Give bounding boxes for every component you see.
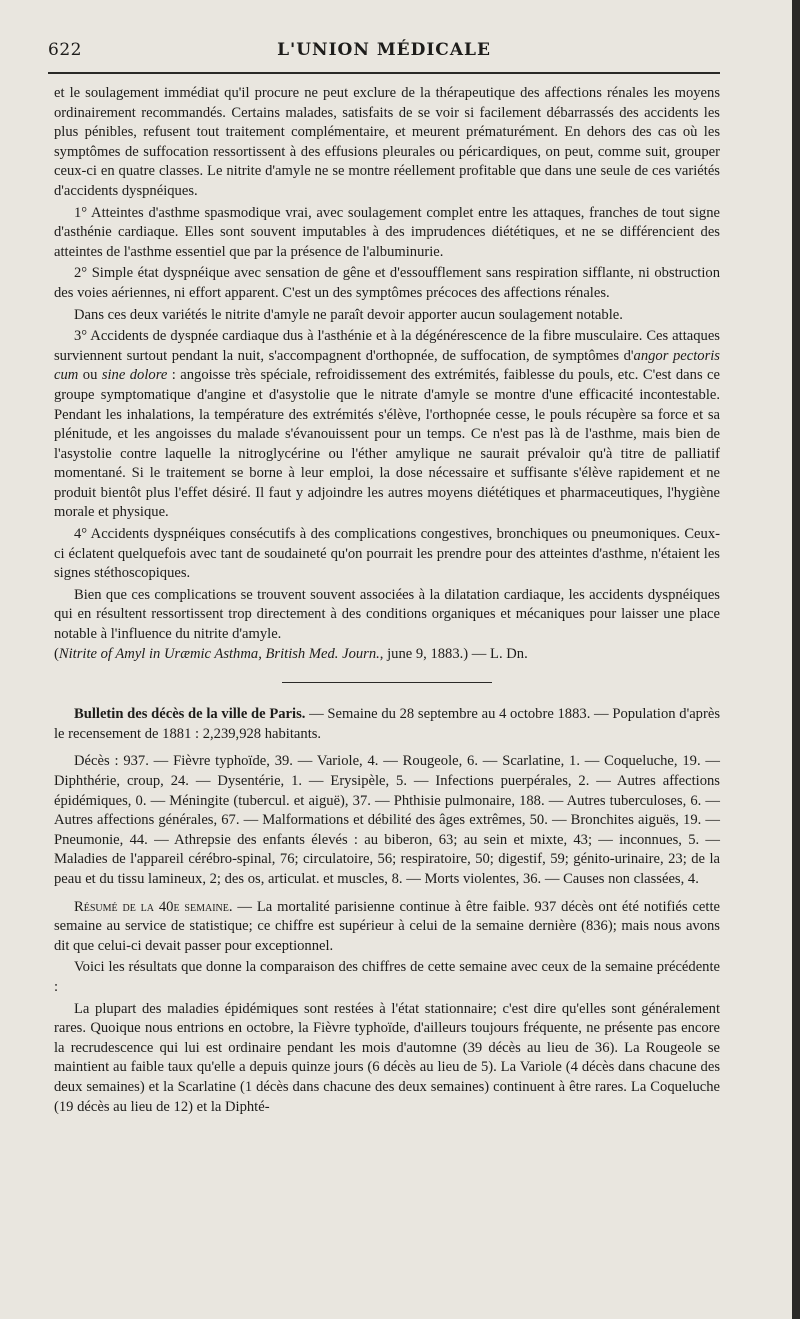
page-edge: [792, 0, 800, 1319]
paragraph-asthma-5: 4° Accidents dyspnéiques consécutifs à des complications congestives, bronchiques ou pneumoniques. Ceux-ci éclatent quelquefois avec tant de soudaineté qu'on pourrait les prendre pour des atteintes d'asthme, n'étaient les signes stéthoscopiques.: [54, 526, 720, 582]
citation-rest: , june 9, 1883.) — L. Dn.: [379, 645, 528, 662]
bulletin-heading: [54, 705, 720, 744]
header-rule: [48, 72, 720, 74]
para-6-text: Bien que ces complications se trouvent souvent associées à la dilatation cardiaque, les accidents dyspnéiques qui en résultent ressortissent trop directement à des conditions organiques et mécaniques pour laisser une place notable à l'influence du nitrite d'amyle.: [54, 586, 720, 643]
page-number: 622: [48, 40, 82, 60]
deaths-list: Décès : 937. — Fièvre typhoïde, 39. — Variole, 4. — Rougeole, 6. — Scarlatine, 1. — Coqueluche, 19. — Diphthérie, croup, 24. — Dysentérie, 1. — Erysipèle, 5. — Infections puerpérales, 2. — Autres affections épidémiques, 0. — Méningite (tubercul. et aiguë), 37. — Phthisie pulmonaire, 188. — Autres tuberculoses, 6. — Autres affections générales, 67. — Malformations et débilité des âges extrêmes, 50. — Bronchites aiguës, 19. — Pneumonie, 44. — Athrepsie des enfants élevés : au biberon, 63; au sein et mixte, 43; — inconnues, 5. — Maladies de l'appareil cérébro-spinal, 76; circulatoire, 56; respiratoire, 50; digestif, 59; génito-urinaire, 23; de la peau et du tissu lamineux, 2; des os, articulat. et muscles, 8. — Morts violentes, 36. — Causes non classées, 4.: [54, 753, 720, 887]
paragraph-asthma-4: [54, 327, 720, 523]
citation-title: Nitrite of Amyl in Uræmic Asthma, British Med. Journ.: [58, 645, 380, 662]
section-divider: [282, 682, 492, 683]
paragraph-intro: et le soulagement immédiat qu'il procure ne peut exclure de la thérapeutique des affections rénales les moyens ordinairement recommandés. Certains malades, satisfaits de se voir si facilement débarrassés des accidents les plus pénibles, refusent tout traitement complémentaire, et meurent prématurément. En dehors des cas où les symptômes de suffocation ressortissent à des effusions pleurales ou péricardiques, on peut, comme suit, grouper ceux-ci en quatre classes. Le nitrite d'amyle ne se montre réellement profitable que dans une seule de ces variétés d'accidents dyspnéiques.: [54, 85, 720, 199]
para-4-text-a: 3° Accidents de dyspnée cardiaque dus à l'asthénie et à la dégénérescence de la fibre musculaire. Ces attaques surviennent surtout pendant la nuit, s'accompagnent d'orthopnée, de suffocation, de symptômes d': [54, 328, 720, 364]
final-paragraph: La plupart des maladies épidémiques sont restées à l'état stationnaire; c'est dire qu'elles sont généralement rares. Quoique nous entrions en octobre, la Fièvre typhoïde, d'ailleurs toujours fréquente, ne présente pas encore la recrudescence qui lui est ordinaire pendant les mois d'automne (39 décès au lieu de 36). La Rougeole se maintient au faible taux qu'elle a depuis quinze jours (6 décès au lieu de 5). La Variole (4 décès dans chacune des deux semaines) et la Scarlatine (1 décès dans chacune des deux semaines) continuent à être rares. La Coqueluche (19 décès au lieu de 12) et la Diphté-: [54, 1000, 720, 1115]
journal-title: L'UNION MÉDICALE: [277, 40, 491, 60]
para-4-ou: ou: [78, 367, 102, 384]
summary-label: Résumé de la 40e semaine.: [74, 898, 233, 915]
paragraph-asthma-3: Dans ces deux variétés le nitrite d'amyle ne paraît devoir apporter aucun soulagement notable.: [74, 306, 623, 323]
bulletin-title: Bulletin des décès de la ville de Paris.: [74, 706, 306, 723]
running-head: [48, 40, 720, 62]
para-4-text-b: : angoisse très spéciale, refroidissement des extrémités, faiblesse du pouls, etc. C'est dans ce groupe symptomatique d'angine et d'asystolie que le nitrate d'amyle se montre d'une efficacité incontestable. Pendant les inhalations, la température des extrémités s'élève, l'orthopnée cesse, le pouls récupère sa force et sa plénitude, et les angoisses du malade s'évanouissent pour un temps. Ce n'est pas là de l'asthme, mais bien de l'asystolie contre laquelle la nitroglycérine ou l'éther amylique ne saurait prévaloir qu'à titre de palliatif momentané. Si le traitement se borne à leur emploi, la dose nécessaire et suffisante s'élève rapidement et ne produit bientôt plus l'effet désiré. Il faut y adjoindre les autres moyens diététiques et pharmaceutiques, l'hygiène morale et physique.: [54, 367, 721, 521]
para-4-latin-1: angor pectoris cum: [54, 347, 720, 384]
weekly-summary: [54, 898, 720, 957]
paragraph-asthma-1: 1° Atteintes d'asthme spasmodique vrai, avec soulagement complet entre les attaques, franches de tout signe d'asthénie cardiaque. Elles sont souvent imputables à des imprudences diététiques, et ne se différencient des atteintes de l'asthme essentiel que par la présence de l'albuminurie.: [54, 204, 720, 260]
paragraph-asthma-2: 2° Simple état dyspnéique avec sensation de gêne et d'essoufflement sans respiration sifflante, ni obstruction des voies aériennes, ni effort apparent. C'est un des symptômes précoces des affections rénales.: [54, 265, 720, 301]
article-body: [54, 84, 720, 1117]
summary-text: — La mortalité parisienne continue à être faible. 937 décès ont été notifiés cette semaine au service de statistique; ce chiffre est supérieur à celui de la semaine dernière (836); mais nous avons dit que celui-ci devait passer pour exceptionnel.: [54, 898, 720, 954]
paragraph-asthma-6: [54, 586, 720, 664]
bulletin-intro: — Semaine du 28 septembre au 4 octobre 1883. — Population d'après le recensement de 1881 : 2,239,928 habitants.: [54, 706, 720, 742]
citation-open: (: [54, 645, 59, 662]
para-4-latin-2: sine dolore: [101, 367, 168, 384]
comparison-intro: Voici les résultats que donne la comparaison des chiffres de cette semaine avec ceux de la semaine précédente :: [54, 959, 720, 995]
